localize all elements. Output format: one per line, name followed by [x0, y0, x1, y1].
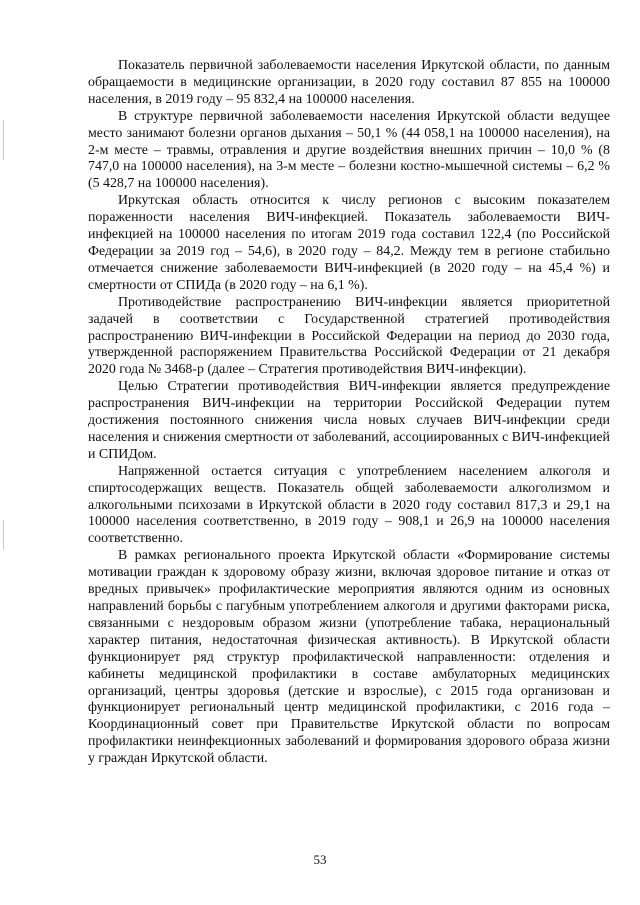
paragraph-hiv-prevalence: Иркутская область относится к числу регионов с высоким показателем пораженности населения ВИЧ-инфекцией. Показатель заболеваемости ВИЧ-инфекцией на 100000 населения по итогам 2019 года составил 122,4 (по Российской Федерации за 2019 год – 54,6), в 2020 году – 84,2. Между тем в регионе стабильно отмечается снижение заболеваемости ВИЧ-инфекцией (в 2020 году – на 45,4 %) и смертности от СПИДа (в 2020 году – на 6,1 %).: [88, 193, 610, 293]
paragraph-primary-morbidity: Показатель первичной заболеваемости населения Иркутской области, по данным обращаемости в медицинские организации, в 2020 году составил 87 855 на 100000 населения, в 2019 году – 95 832,4 на 100000 населения.: [88, 58, 610, 107]
scan-edge-mark: [3, 120, 4, 160]
paragraph-hiv-strategy: Противодействие распространению ВИЧ-инфекции является приоритетной задачей в соответствии с Государственной стратегией противодействия распространению ВИЧ-инфекции в Российской Федерации на период до 2030 года, утвержденной распоряжением Правительства Российской Федерации от 21 декабря 2020 года № 3468-р (далее – Стратегия противодействия ВИЧ-инфекции).: [88, 294, 610, 378]
paragraph-regional-project: В рамках регионального проекта Иркутской области «Формирование системы мотивации граждан к здоровому образу жизни, включая здоровое питание и отказ от вредных привычек» профилактические мероприятия являются одним из основных направлений борьбы с пагубным употреблением алкоголя и другими факторами риска, связанными с нездоровым образом жизни (употребление табака, нерациональный характер питания, недостаточная физическая активность). В Иркутской области функционирует ряд структур профилактической направленности: отделения и кабинеты медицинской профилактики в составе амбулаторных медицинских организаций, центры здоровья (детские и взрослые), с 2015 года организован и функционирует региональный центр медицинской профилактики, с 2016 года – Координационный совет при Правительстве Иркутской области по вопросам профилактики неинфекционных заболеваний и формирования здорового образа жизни у граждан Иркутской области.: [88, 548, 610, 767]
paragraph-alcohol: Напряженной остается ситуация с употреблением населением алкоголя и спиртосодержащих веществ. Показатель общей заболеваемости алкоголизмом и алкогольными психозами в Иркутской области в 2020 году составил 817,3 и 29,1 на 100000 населения соответственно, в 2019 году – 908,1 и 26,9 на 100000 населения соответственно.: [88, 463, 610, 547]
paragraph-morbidity-structure: В структуре первичной заболеваемости населения Иркутской области ведущее место занимают болезни органов дыхания – 50,1 % (44 058,1 на 100000 населения), на 2-м месте – травмы, отравления и другие воздействия внешних причин – 10,0 % (8 747,0 на 100000 населения), на 3-м месте – болезни костно-мышечной системы – 6,2 % (5 428,7 на 100000 населения).: [88, 108, 610, 192]
document-body: [88, 58, 610, 768]
page-number: 53: [313, 852, 327, 867]
scan-edge-mark: [3, 520, 4, 550]
paragraph-strategy-goal: Целью Стратегии противодействия ВИЧ-инфекции является предупреждение распространения ВИЧ-инфекции на территории Российской Федерации путем достижения постоянного снижения числа новых случаев ВИЧ-инфекции среди населения и снижения смертности от заболеваний, ассоциированных с ВИЧ-инфекцией и СПИДом.: [88, 379, 610, 462]
